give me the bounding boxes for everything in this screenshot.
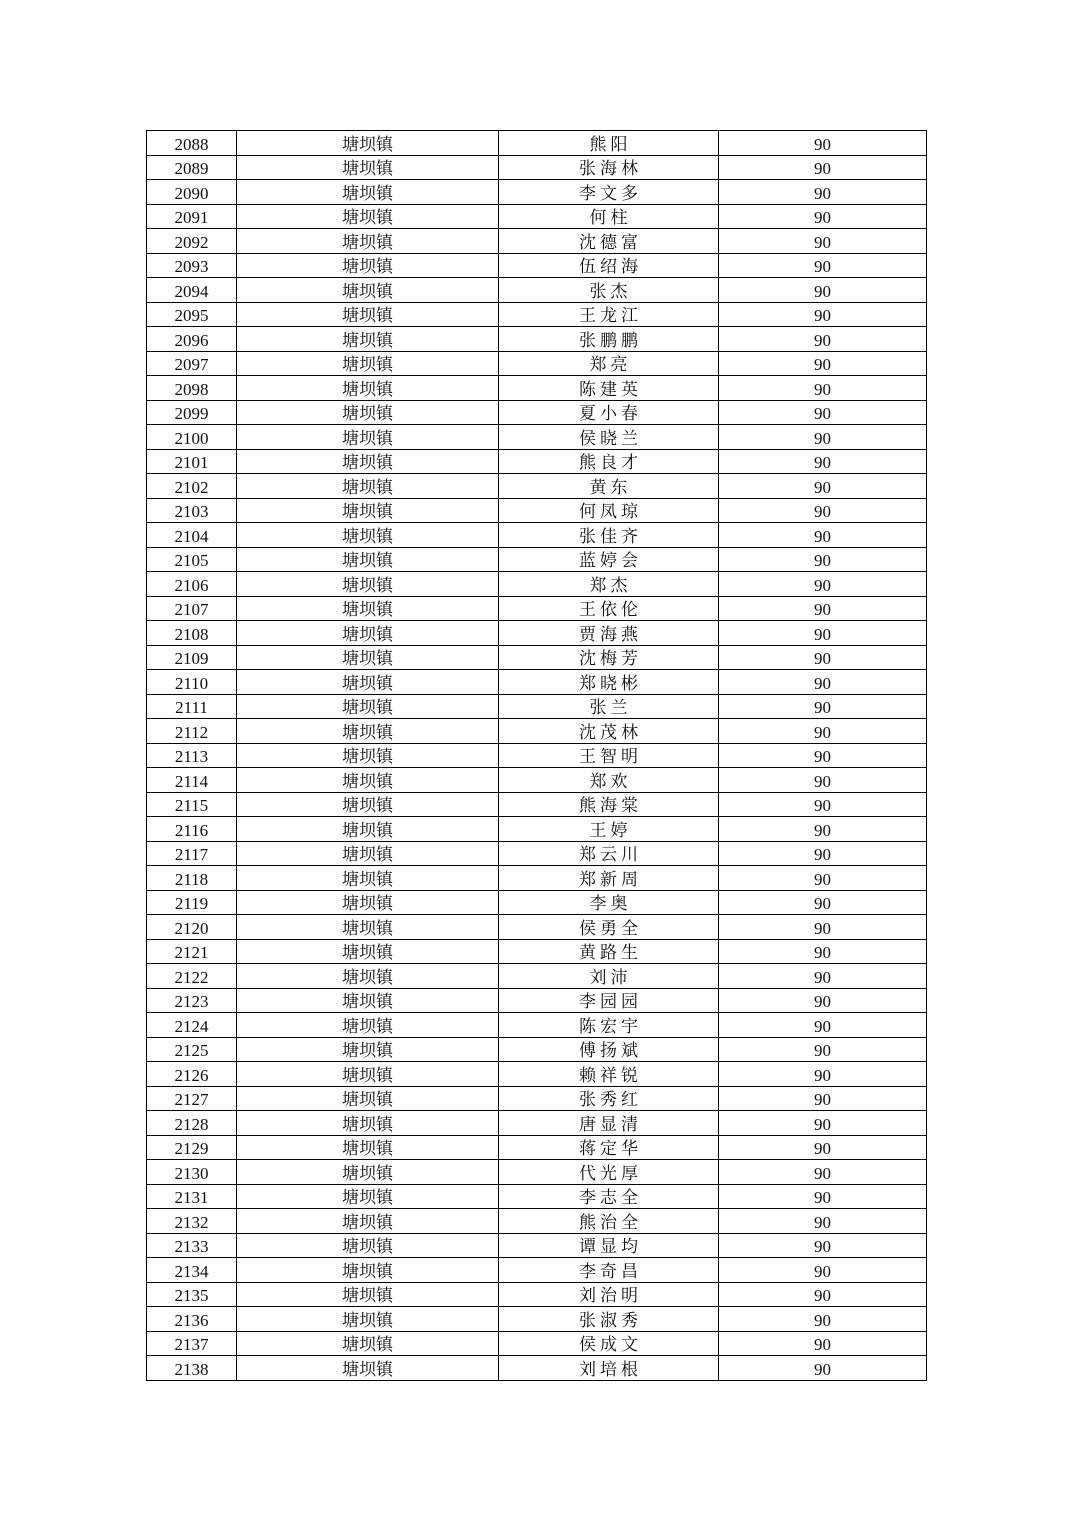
table-row bbox=[147, 841, 927, 866]
table-row bbox=[147, 1062, 927, 1087]
table-row bbox=[147, 768, 927, 793]
name-cell: 贾海燕 bbox=[499, 621, 719, 646]
name-cell: 郑欢 bbox=[499, 768, 719, 793]
town-cell: 塘坝镇 bbox=[237, 351, 499, 376]
score-cell: 90 bbox=[719, 498, 927, 523]
town-cell: 塘坝镇 bbox=[237, 1086, 499, 1111]
name-cell: 李奇昌 bbox=[499, 1258, 719, 1283]
town-cell: 塘坝镇 bbox=[237, 155, 499, 180]
table-row bbox=[147, 988, 927, 1013]
score-cell: 90 bbox=[719, 988, 927, 1013]
score-cell: 90 bbox=[719, 155, 927, 180]
name-cell: 夏小春 bbox=[499, 400, 719, 425]
town-cell: 塘坝镇 bbox=[237, 694, 499, 719]
name-cell: 张鹏鹏 bbox=[499, 327, 719, 352]
table-row bbox=[147, 351, 927, 376]
row-number-cell: 2102 bbox=[147, 474, 237, 499]
town-cell: 塘坝镇 bbox=[237, 1356, 499, 1381]
name-cell: 蒋定华 bbox=[499, 1135, 719, 1160]
row-number-cell: 2103 bbox=[147, 498, 237, 523]
score-cell: 90 bbox=[719, 1086, 927, 1111]
row-number-cell: 2088 bbox=[147, 131, 237, 156]
name-cell: 何柱 bbox=[499, 204, 719, 229]
row-number-cell: 2109 bbox=[147, 645, 237, 670]
table-row bbox=[147, 572, 927, 597]
score-cell: 90 bbox=[719, 253, 927, 278]
name-cell: 侯勇全 bbox=[499, 915, 719, 940]
table-row bbox=[147, 694, 927, 719]
table-row bbox=[147, 1307, 927, 1332]
score-cell: 90 bbox=[719, 204, 927, 229]
town-cell: 塘坝镇 bbox=[237, 229, 499, 254]
table-row bbox=[147, 1282, 927, 1307]
town-cell: 塘坝镇 bbox=[237, 1184, 499, 1209]
town-cell: 塘坝镇 bbox=[237, 939, 499, 964]
table-row bbox=[147, 327, 927, 352]
name-cell: 侯晓兰 bbox=[499, 425, 719, 450]
table-row bbox=[147, 1233, 927, 1258]
row-number-cell: 2133 bbox=[147, 1233, 237, 1258]
score-cell: 90 bbox=[719, 719, 927, 744]
score-cell: 90 bbox=[719, 474, 927, 499]
score-cell: 90 bbox=[719, 670, 927, 695]
score-cell: 90 bbox=[719, 1356, 927, 1381]
name-cell: 张兰 bbox=[499, 694, 719, 719]
score-cell: 90 bbox=[719, 400, 927, 425]
row-number-cell: 2092 bbox=[147, 229, 237, 254]
table-row bbox=[147, 596, 927, 621]
town-cell: 塘坝镇 bbox=[237, 278, 499, 303]
table-row bbox=[147, 1331, 927, 1356]
score-cell: 90 bbox=[719, 841, 927, 866]
score-cell: 90 bbox=[719, 743, 927, 768]
row-number-cell: 2095 bbox=[147, 302, 237, 327]
town-cell: 塘坝镇 bbox=[237, 670, 499, 695]
table-row bbox=[147, 890, 927, 915]
town-cell: 塘坝镇 bbox=[237, 523, 499, 548]
table-row bbox=[147, 1160, 927, 1185]
row-number-cell: 2126 bbox=[147, 1062, 237, 1087]
row-number-cell: 2129 bbox=[147, 1135, 237, 1160]
row-number-cell: 2127 bbox=[147, 1086, 237, 1111]
table-row bbox=[147, 1258, 927, 1283]
score-cell: 90 bbox=[719, 890, 927, 915]
score-cell: 90 bbox=[719, 1209, 927, 1234]
town-cell: 塘坝镇 bbox=[237, 498, 499, 523]
town-cell: 塘坝镇 bbox=[237, 204, 499, 229]
table-row bbox=[147, 792, 927, 817]
town-cell: 塘坝镇 bbox=[237, 621, 499, 646]
town-cell: 塘坝镇 bbox=[237, 376, 499, 401]
table-row bbox=[147, 1209, 927, 1234]
town-cell: 塘坝镇 bbox=[237, 768, 499, 793]
table-row bbox=[147, 204, 927, 229]
score-cell: 90 bbox=[719, 180, 927, 205]
row-number-cell: 2135 bbox=[147, 1282, 237, 1307]
name-cell: 沈德富 bbox=[499, 229, 719, 254]
town-cell: 塘坝镇 bbox=[237, 988, 499, 1013]
score-cell: 90 bbox=[719, 229, 927, 254]
row-number-cell: 2101 bbox=[147, 449, 237, 474]
town-cell: 塘坝镇 bbox=[237, 1037, 499, 1062]
town-cell: 塘坝镇 bbox=[237, 327, 499, 352]
score-cell: 90 bbox=[719, 621, 927, 646]
table-row bbox=[147, 1037, 927, 1062]
row-number-cell: 2096 bbox=[147, 327, 237, 352]
name-cell: 郑亮 bbox=[499, 351, 719, 376]
table-row bbox=[147, 449, 927, 474]
name-cell: 王龙江 bbox=[499, 302, 719, 327]
name-cell: 张杰 bbox=[499, 278, 719, 303]
score-cell: 90 bbox=[719, 915, 927, 940]
name-cell: 沈茂林 bbox=[499, 719, 719, 744]
town-cell: 塘坝镇 bbox=[237, 841, 499, 866]
name-cell: 张海林 bbox=[499, 155, 719, 180]
name-cell: 唐显清 bbox=[499, 1111, 719, 1136]
score-cell: 90 bbox=[719, 1062, 927, 1087]
table-row bbox=[147, 253, 927, 278]
row-number-cell: 2106 bbox=[147, 572, 237, 597]
town-cell: 塘坝镇 bbox=[237, 302, 499, 327]
name-cell: 熊良才 bbox=[499, 449, 719, 474]
row-number-cell: 2115 bbox=[147, 792, 237, 817]
town-cell: 塘坝镇 bbox=[237, 474, 499, 499]
name-cell: 伍绍海 bbox=[499, 253, 719, 278]
table-row bbox=[147, 1111, 927, 1136]
town-cell: 塘坝镇 bbox=[237, 1258, 499, 1283]
name-cell: 谭显均 bbox=[499, 1233, 719, 1258]
town-cell: 塘坝镇 bbox=[237, 596, 499, 621]
name-cell: 陈宏宇 bbox=[499, 1013, 719, 1038]
row-number-cell: 2100 bbox=[147, 425, 237, 450]
town-cell: 塘坝镇 bbox=[237, 449, 499, 474]
town-cell: 塘坝镇 bbox=[237, 572, 499, 597]
town-cell: 塘坝镇 bbox=[237, 400, 499, 425]
table-row bbox=[147, 1356, 927, 1381]
row-number-cell: 2120 bbox=[147, 915, 237, 940]
score-cell: 90 bbox=[719, 1111, 927, 1136]
town-cell: 塘坝镇 bbox=[237, 1209, 499, 1234]
score-cell: 90 bbox=[719, 1331, 927, 1356]
town-cell: 塘坝镇 bbox=[237, 425, 499, 450]
roster-table bbox=[146, 130, 927, 1381]
table-row bbox=[147, 498, 927, 523]
table-row bbox=[147, 1184, 927, 1209]
table-row bbox=[147, 278, 927, 303]
row-number-cell: 2094 bbox=[147, 278, 237, 303]
row-number-cell: 2123 bbox=[147, 988, 237, 1013]
row-number-cell: 2132 bbox=[147, 1209, 237, 1234]
table-row bbox=[147, 547, 927, 572]
name-cell: 何凤琼 bbox=[499, 498, 719, 523]
name-cell: 熊阳 bbox=[499, 131, 719, 156]
town-cell: 塘坝镇 bbox=[237, 131, 499, 156]
score-cell: 90 bbox=[719, 1184, 927, 1209]
table-row bbox=[147, 915, 927, 940]
score-cell: 90 bbox=[719, 351, 927, 376]
name-cell: 王智明 bbox=[499, 743, 719, 768]
town-cell: 塘坝镇 bbox=[237, 1062, 499, 1087]
table-row bbox=[147, 425, 927, 450]
town-cell: 塘坝镇 bbox=[237, 964, 499, 989]
town-cell: 塘坝镇 bbox=[237, 1160, 499, 1185]
name-cell: 张秀红 bbox=[499, 1086, 719, 1111]
row-number-cell: 2122 bbox=[147, 964, 237, 989]
name-cell: 刘沛 bbox=[499, 964, 719, 989]
town-cell: 塘坝镇 bbox=[237, 1331, 499, 1356]
score-cell: 90 bbox=[719, 449, 927, 474]
table-row bbox=[147, 523, 927, 548]
row-number-cell: 2104 bbox=[147, 523, 237, 548]
town-cell: 塘坝镇 bbox=[237, 1111, 499, 1136]
score-cell: 90 bbox=[719, 1037, 927, 1062]
town-cell: 塘坝镇 bbox=[237, 1233, 499, 1258]
table-row bbox=[147, 155, 927, 180]
name-cell: 沈梅芳 bbox=[499, 645, 719, 670]
town-cell: 塘坝镇 bbox=[237, 645, 499, 670]
table-row bbox=[147, 1086, 927, 1111]
row-number-cell: 2121 bbox=[147, 939, 237, 964]
row-number-cell: 2137 bbox=[147, 1331, 237, 1356]
table-row bbox=[147, 719, 927, 744]
name-cell: 陈建英 bbox=[499, 376, 719, 401]
table-row bbox=[147, 302, 927, 327]
score-cell: 90 bbox=[719, 939, 927, 964]
score-cell: 90 bbox=[719, 572, 927, 597]
name-cell: 李园园 bbox=[499, 988, 719, 1013]
name-cell: 张佳齐 bbox=[499, 523, 719, 548]
name-cell: 蓝婷会 bbox=[499, 547, 719, 572]
name-cell: 黄东 bbox=[499, 474, 719, 499]
score-cell: 90 bbox=[719, 1160, 927, 1185]
table-row bbox=[147, 743, 927, 768]
table-body bbox=[147, 131, 927, 1381]
table-row bbox=[147, 1013, 927, 1038]
name-cell: 李文多 bbox=[499, 180, 719, 205]
row-number-cell: 2114 bbox=[147, 768, 237, 793]
row-number-cell: 2099 bbox=[147, 400, 237, 425]
name-cell: 熊海棠 bbox=[499, 792, 719, 817]
table-row bbox=[147, 621, 927, 646]
row-number-cell: 2111 bbox=[147, 694, 237, 719]
name-cell: 赖祥锐 bbox=[499, 1062, 719, 1087]
score-cell: 90 bbox=[719, 1013, 927, 1038]
score-cell: 90 bbox=[719, 768, 927, 793]
town-cell: 塘坝镇 bbox=[237, 792, 499, 817]
table-row bbox=[147, 866, 927, 891]
town-cell: 塘坝镇 bbox=[237, 1135, 499, 1160]
row-number-cell: 2136 bbox=[147, 1307, 237, 1332]
score-cell: 90 bbox=[719, 376, 927, 401]
name-cell: 刘治明 bbox=[499, 1282, 719, 1307]
row-number-cell: 2090 bbox=[147, 180, 237, 205]
row-number-cell: 2089 bbox=[147, 155, 237, 180]
row-number-cell: 2091 bbox=[147, 204, 237, 229]
name-cell: 李奥 bbox=[499, 890, 719, 915]
score-cell: 90 bbox=[719, 1258, 927, 1283]
name-cell: 李志全 bbox=[499, 1184, 719, 1209]
name-cell: 黄路生 bbox=[499, 939, 719, 964]
score-cell: 90 bbox=[719, 645, 927, 670]
table-row bbox=[147, 474, 927, 499]
row-number-cell: 2108 bbox=[147, 621, 237, 646]
row-number-cell: 2098 bbox=[147, 376, 237, 401]
score-cell: 90 bbox=[719, 1233, 927, 1258]
score-cell: 90 bbox=[719, 1282, 927, 1307]
score-cell: 90 bbox=[719, 547, 927, 572]
score-cell: 90 bbox=[719, 1135, 927, 1160]
score-cell: 90 bbox=[719, 817, 927, 842]
name-cell: 郑云川 bbox=[499, 841, 719, 866]
town-cell: 塘坝镇 bbox=[237, 1307, 499, 1332]
score-cell: 90 bbox=[719, 327, 927, 352]
town-cell: 塘坝镇 bbox=[237, 253, 499, 278]
score-cell: 90 bbox=[719, 694, 927, 719]
town-cell: 塘坝镇 bbox=[237, 547, 499, 572]
town-cell: 塘坝镇 bbox=[237, 180, 499, 205]
table-row bbox=[147, 939, 927, 964]
row-number-cell: 2118 bbox=[147, 866, 237, 891]
row-number-cell: 2107 bbox=[147, 596, 237, 621]
row-number-cell: 2110 bbox=[147, 670, 237, 695]
row-number-cell: 2112 bbox=[147, 719, 237, 744]
table-row bbox=[147, 817, 927, 842]
town-cell: 塘坝镇 bbox=[237, 915, 499, 940]
row-number-cell: 2119 bbox=[147, 890, 237, 915]
score-cell: 90 bbox=[719, 964, 927, 989]
row-number-cell: 2131 bbox=[147, 1184, 237, 1209]
town-cell: 塘坝镇 bbox=[237, 1282, 499, 1307]
score-cell: 90 bbox=[719, 866, 927, 891]
table-row bbox=[147, 131, 927, 156]
name-cell: 王依伦 bbox=[499, 596, 719, 621]
table-row bbox=[147, 645, 927, 670]
row-number-cell: 2125 bbox=[147, 1037, 237, 1062]
town-cell: 塘坝镇 bbox=[237, 719, 499, 744]
name-cell: 傅扬斌 bbox=[499, 1037, 719, 1062]
score-cell: 90 bbox=[719, 131, 927, 156]
row-number-cell: 2117 bbox=[147, 841, 237, 866]
row-number-cell: 2116 bbox=[147, 817, 237, 842]
score-cell: 90 bbox=[719, 792, 927, 817]
table-row bbox=[147, 964, 927, 989]
town-cell: 塘坝镇 bbox=[237, 890, 499, 915]
score-cell: 90 bbox=[719, 425, 927, 450]
table-row bbox=[147, 180, 927, 205]
name-cell: 熊治全 bbox=[499, 1209, 719, 1234]
name-cell: 张淑秀 bbox=[499, 1307, 719, 1332]
score-cell: 90 bbox=[719, 523, 927, 548]
table-row bbox=[147, 1135, 927, 1160]
town-cell: 塘坝镇 bbox=[237, 743, 499, 768]
row-number-cell: 2105 bbox=[147, 547, 237, 572]
name-cell: 代光厚 bbox=[499, 1160, 719, 1185]
table-row bbox=[147, 229, 927, 254]
town-cell: 塘坝镇 bbox=[237, 1013, 499, 1038]
row-number-cell: 2113 bbox=[147, 743, 237, 768]
name-cell: 刘培根 bbox=[499, 1356, 719, 1381]
row-number-cell: 2128 bbox=[147, 1111, 237, 1136]
table-row bbox=[147, 670, 927, 695]
town-cell: 塘坝镇 bbox=[237, 817, 499, 842]
score-cell: 90 bbox=[719, 302, 927, 327]
name-cell: 王婷 bbox=[499, 817, 719, 842]
row-number-cell: 2124 bbox=[147, 1013, 237, 1038]
row-number-cell: 2138 bbox=[147, 1356, 237, 1381]
row-number-cell: 2097 bbox=[147, 351, 237, 376]
name-cell: 郑晓彬 bbox=[499, 670, 719, 695]
row-number-cell: 2093 bbox=[147, 253, 237, 278]
table-row bbox=[147, 400, 927, 425]
name-cell: 郑新周 bbox=[499, 866, 719, 891]
row-number-cell: 2134 bbox=[147, 1258, 237, 1283]
score-cell: 90 bbox=[719, 1307, 927, 1332]
town-cell: 塘坝镇 bbox=[237, 866, 499, 891]
score-cell: 90 bbox=[719, 596, 927, 621]
name-cell: 侯成文 bbox=[499, 1331, 719, 1356]
table-row bbox=[147, 376, 927, 401]
name-cell: 郑杰 bbox=[499, 572, 719, 597]
score-cell: 90 bbox=[719, 278, 927, 303]
row-number-cell: 2130 bbox=[147, 1160, 237, 1185]
